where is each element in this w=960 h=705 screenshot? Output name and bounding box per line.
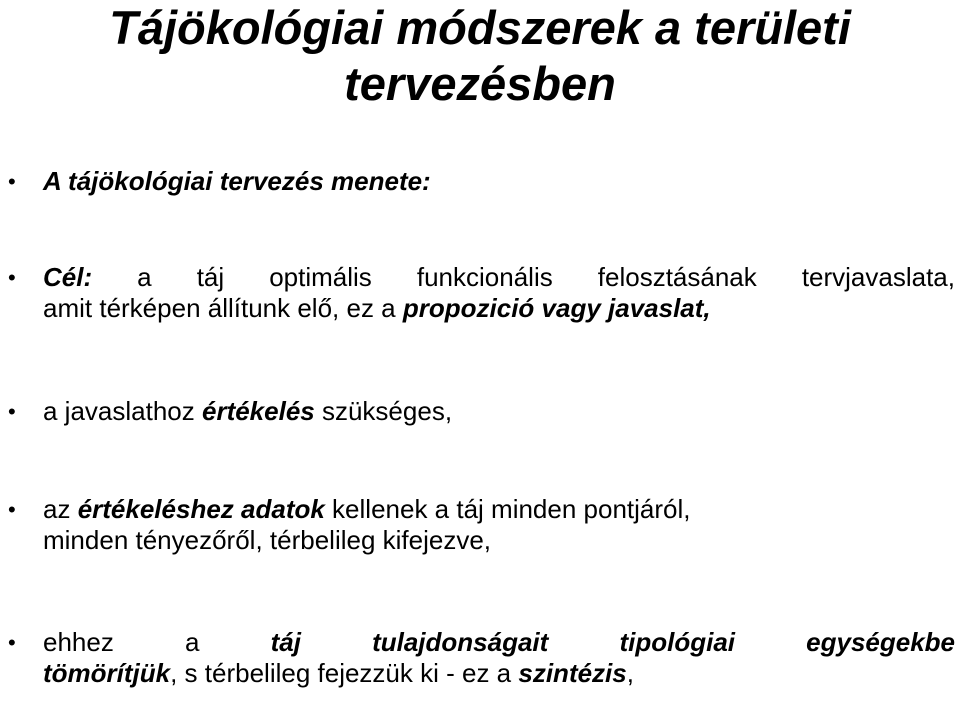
bullet-line: [43, 396, 955, 427]
bullet-line: [43, 525, 955, 556]
emphasis-text: A tájökológiai tervezés menete:: [43, 166, 431, 196]
plain-text: a táj optimális funkcionális felosztásának tervjavaslata,: [92, 262, 955, 292]
emphasis-text: propozició vagy javaslat,: [402, 293, 711, 323]
bullet-line: [43, 293, 955, 324]
bullet-text: [43, 396, 955, 427]
plain-text: ,: [626, 658, 634, 688]
bullet-line: [43, 494, 955, 525]
emphasis-text: Cél:: [43, 262, 93, 292]
plain-text: a javaslathoz: [43, 396, 202, 426]
bullet-text: [43, 262, 955, 324]
bullet-line: [43, 166, 955, 197]
bullet-text: [43, 494, 955, 556]
plain-text: ehhez a: [43, 627, 271, 657]
bullet-dot-icon: •: [8, 497, 16, 522]
plain-text: , s térbelileg fejezzük ki - ez a: [170, 658, 519, 688]
emphasis-text: táj tulajdonságait tipológiai egységekbe: [270, 627, 956, 657]
bullet-dot-icon: •: [8, 630, 16, 655]
emphasis-text: szintézis: [518, 658, 627, 688]
bullet-text: [43, 627, 955, 689]
title-line-2: tervezésben: [344, 57, 616, 110]
emphasis-text: tömörítjük: [43, 658, 171, 688]
plain-text: kellenek a táj minden pontjáról,: [324, 494, 691, 524]
emphasis-text: értékelés: [201, 396, 315, 426]
bullet-line: [43, 627, 955, 658]
bullet-dot-icon: •: [8, 169, 16, 194]
bullet-line: [43, 658, 955, 689]
emphasis-text: értékeléshez adatok: [77, 494, 325, 524]
page-title: [0, 0, 960, 112]
bullet-text: [43, 166, 955, 197]
plain-text: amit térképen állítunk elő, ez a: [43, 293, 403, 323]
bullet-dot-icon: •: [8, 399, 16, 424]
title-line-1: Tájökológiai módszerek a területi: [109, 1, 851, 54]
plain-text: szükséges,: [314, 396, 453, 426]
bullet-dot-icon: •: [8, 265, 16, 290]
plain-text: az: [43, 494, 78, 524]
bullet-line: [43, 262, 955, 293]
plain-text: minden tényezőről, térbelileg kifejezve,: [43, 525, 492, 555]
